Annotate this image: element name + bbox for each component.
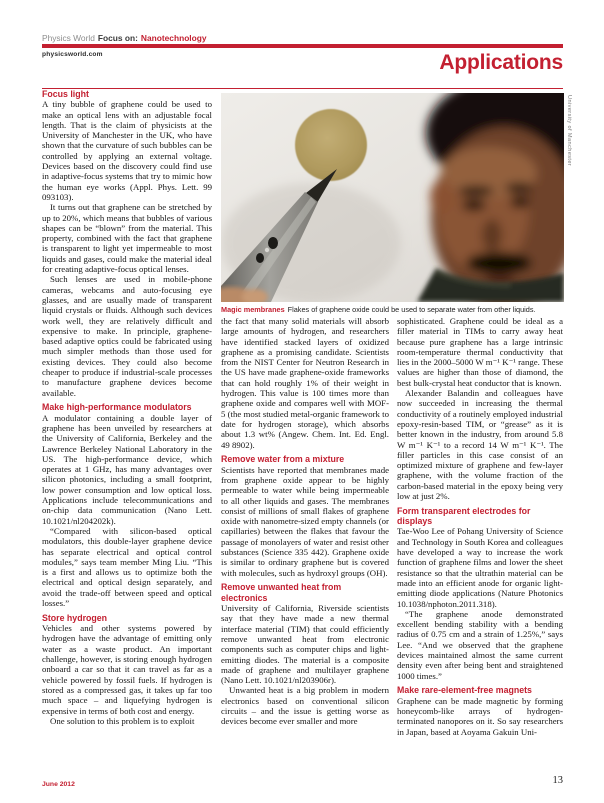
footer-page-number: 13 <box>552 775 563 786</box>
body-paragraph: sophisticated. Graphene could be ideal as a filler material in TIMs to carry away heat because pure graphene has a large intrinsic room-temperature thermal conductivity that lies in the 2000–5000 W m⁻¹ K⁻¹ range. These values are higher than those of diamond, the best bulk-crystal heat conductor that is known. <box>397 316 563 388</box>
graphene-oxide-membrane <box>295 109 367 181</box>
body-paragraph: A modulator containing a double layer of graphene has been unveiled by researchers at the University of California, Berkeley and the Lawrence Berkeley National Laboratory in the US. The high-performance device, which operates at 1 GHz, has many advantages over silicon photonics, including a small footprint, low power consumption and low optical loss. Applications include telecommunications and on-chip data communication (Nano Lett. 10.1021/nl204202k). <box>42 412 212 526</box>
body-paragraph: Vehicles and other systems powered by hydrogen have the advantage of emitting only water as a waste product. An important challenge, however, is storing enough hydrogen onboard a car so that it can travel as far as a vehicle powered by fossil fuels. If hydrogen is stored as a compressed gas, it takes up far too much space – and liquefying hydrogen is expensive in terms of both cost and energy. <box>42 623 212 716</box>
strapline-focus-label: Focus on: <box>97 33 138 43</box>
body-paragraph: Scientists have reported that membranes made from graphene oxide appear to be highly permeable to water while being impermeable to all other liquids and gases. The membranes consist of millions of small flakes of graphene oxide with nanometre-sized empty channels (or capillaries) between the flakes that favour the passage of monolayers of water and resist other substances (Science 335 442). Graphene oxide is similar to ordinary graphene but is covered with molecules, such as hydroxyl groups (OH). <box>221 464 389 578</box>
photo-illustration <box>221 93 564 302</box>
section-heading-remove-heat: Remove unwanted heat from electronics <box>221 582 342 603</box>
body-paragraph: A tiny bubble of graphene could be used to make an optical lens with an adjustable focal length. That is the claim of physicists at the University of Manchester in the UK, who have shown that the curvature of such bubbles can be controlled by applying an external voltage. Devices based on the discovery could find use in adaptive-focus systems that try to mimic how the human eye works (Appl. Phys. Lett. 99 093103). <box>42 99 212 202</box>
footer-issue-date: June 2012 <box>42 781 75 788</box>
column-3 <box>397 316 563 766</box>
photo-image <box>221 93 564 302</box>
body-paragraph: University of California, Riverside scientists say that they have made a new thermal interface material (TIM) that could efficiently remove unwanted heat from electronic components such as computer chips and light-emitting diodes. The material is a composite made of graphene and multilayer graphene (Nano Lett. 10.1021/nl203906r). <box>221 603 389 686</box>
body-paragraph: Alexander Balandin and colleagues have now succeeded in increasing the thermal conductivity of a routinely employed industrial epoxy-resin-based TIM, or “grease” as it is better known in the industry, from around 5.8 W m⁻¹ K⁻¹ to a record 14 W m⁻¹ K⁻¹. The filler particles in this case consist of an optimized mixture of graphene and few-layer graphene, with the volume fraction of the carbon-based material in the epoxy being very low at just 2%. <box>397 388 563 502</box>
section-heading-focus-light: Focus light <box>42 89 89 99</box>
photo-credit: University of Manchester <box>566 95 572 167</box>
body-paragraph: Unwanted heat is a big problem in modern electronics based on conventional silicon circuits – and the issue is getting worse as devices become ever smaller and more <box>221 685 389 727</box>
caption-text: Flakes of graphene oxide could be used to separate water from other liquids. <box>287 305 536 314</box>
body-paragraph: Graphene can be made magnetic by forming honeycomb-like arrays of hydrogen-terminated nanopores on it. So say researchers in Japan, based at Aoyama Gakuin Uni- <box>397 695 563 737</box>
section-heading-store-hydrogen: Store hydrogen <box>42 612 108 623</box>
section-heading-remove-water: Remove water from a mixture <box>221 454 345 465</box>
strapline-topic: Nanotechnology <box>140 33 207 43</box>
column-2 <box>221 316 389 766</box>
section-heading-modulators: Make high-performance modulators <box>42 402 192 413</box>
body-paragraph: Tae-Woo Lee of Pohang University of Science and Technology in South Korea and colleagues have developed a way to increase the work function of graphene films and lower the sheet resistance so that the ultrathin material can be made into an efficient anode for organic light-emitting diode applications (Nature Photonics 10.1038/nphoton.2011.318). <box>397 526 563 609</box>
section-heading-transparent-electrodes: Form transparent electrodes for displays <box>397 505 531 527</box>
body-paragraph: “The graphene anode demonstrated excellent bending stability with a bending radius of 0.75 cm and a strain of 1.25%,” says Lee. “And we observed that the graphene devices maintained almost the same current density even after being bent and straightened 1000 times.” <box>397 608 563 681</box>
strapline <box>42 33 563 43</box>
section-title: Applications <box>439 51 563 74</box>
body-paragraph: “Compared with silicon-based optical modulators, this double-layer graphene device has separate electrical and optical control modules,” says team member Ming Liu. “This is a first and allows us to optimize both the electrical and optical design separately, and avoid the trade-off between speed and optical losses.” <box>42 525 212 609</box>
photo-caption <box>221 305 564 314</box>
strapline-magazine: Physics World <box>42 33 95 43</box>
site-url: physicsworld.com <box>42 51 103 58</box>
red-rule-thick <box>42 44 563 48</box>
column-1 <box>42 89 212 765</box>
body-paragraph: One solution to this problem is to exploit <box>50 715 195 726</box>
caption-lead: Magic membranes <box>221 305 285 314</box>
body-paragraph: the fact that many solid materials will absorb large amounts of hydrogen, and researchers have identified stacked layers of oxidized graphene as a promising candidate. Scientists from the NIST Center for Neutron Research in the US have made graphene-oxide frameworks that can hold roughly 1% of their weight in hydrogen. This value is 100 times more than graphene oxide and compares well with MOF-5 (the most studied metal-organic framework to date for hydrogen storage), which absorbs about 1.3 wt% (Angew. Chem. Int. Ed. Engl. 49 8902). <box>221 316 389 450</box>
body-paragraph: It turns out that graphene can be stretched by up to 20%, which means that bubbles of various shapes can be “blown” from the material. This property, combined with the fact that graphene is transparent to light yet impermeable to most liquids and gases, could make the material ideal for creating adaptive-focus optical lenses. <box>42 202 212 275</box>
body-paragraph: Such lenses are used in mobile-phone cameras, webcams and auto-focusing eye glasses, and are usually made of transparent liquid crystals or fluids. Although such devices work well, they are relatively difficult and expensive to make. In principle, graphene-based adaptive optics could be fabricated using much simpler methods than those used for existing devices. They could also become cheaper to produce if industrial-scale processes to manufacture graphene devices become available. <box>42 274 212 398</box>
section-heading-magnets: Make rare-element-free magnets <box>397 685 532 696</box>
researcher-face <box>426 93 564 302</box>
